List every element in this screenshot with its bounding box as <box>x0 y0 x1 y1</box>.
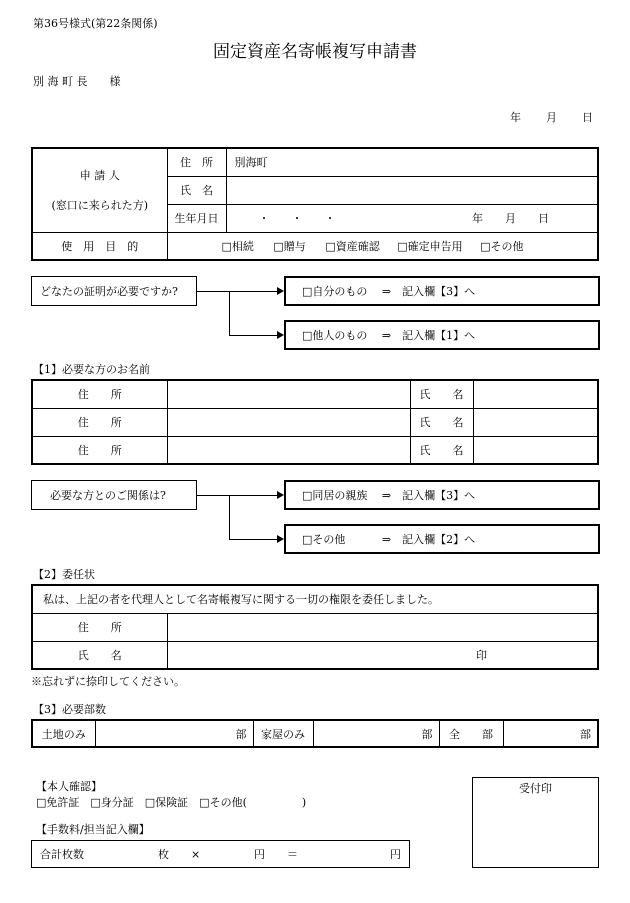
seal-mark: 印 <box>476 648 487 662</box>
form-number: 第36号様式(第22条関係) <box>33 17 158 30</box>
q2-option-other-label: □その他 ⇒ 記入欄【2】へ <box>302 533 476 546</box>
s1-address-field-3[interactable] <box>167 436 410 464</box>
q1-arrow-self <box>277 287 284 295</box>
q1-option-other-label: □他人のもの ⇒ 記入欄【1】へ <box>302 329 476 342</box>
section3-table <box>31 719 599 748</box>
q2-question: 必要な方とのご関係は? <box>50 489 166 502</box>
applicant-label: 申 請 人 <box>79 169 120 183</box>
q2-branch-h <box>229 539 277 540</box>
s1-name-field-1[interactable] <box>473 380 598 408</box>
land-only-field[interactable] <box>95 720 253 747</box>
applicant-name-label: 氏 名 <box>167 176 226 204</box>
house-only-label: 家屋のみ <box>253 720 313 747</box>
date-month[interactable]: 月 <box>546 111 557 124</box>
applicant-name-field[interactable] <box>226 176 598 204</box>
s2-name-label: 氏 名 <box>32 641 167 669</box>
delegation-statement: 私は、上記の者を代理人として名寄帳複写に関する一切の権限を委任しました。 <box>32 585 598 613</box>
applicant-address-label: 住 所 <box>167 148 226 176</box>
reception-seal-box <box>472 777 599 868</box>
purpose-gift[interactable]: □贈与 <box>273 239 306 253</box>
applicant-label-cell <box>32 148 167 232</box>
date-year[interactable]: 年 <box>510 111 521 124</box>
q1-option-other[interactable] <box>284 320 600 350</box>
section2-table <box>31 584 599 670</box>
applicant-dob-field[interactable] <box>226 204 598 232</box>
section3-heading: 【3】必要部数 <box>33 703 106 716</box>
land-unit: 部 <box>235 727 247 741</box>
section1-heading: 【1】必要な方のお名前 <box>33 363 150 376</box>
q1-option-self-label: □自分のもの ⇒ 記入欄【3】へ <box>302 285 476 298</box>
dob-dots: ・ ・ ・ <box>258 212 336 225</box>
page-title: 固定資産名寄帳複写申請書 <box>213 42 417 62</box>
q2-option-family[interactable] <box>284 480 600 510</box>
house-unit: 部 <box>421 727 433 741</box>
addressee: 別 海 町 長 様 <box>33 75 121 88</box>
fee-heading: 【手数料/担当記入欄】 <box>36 823 150 836</box>
land-only-label: 土地のみ <box>32 720 95 747</box>
q1-branch-h <box>229 335 277 336</box>
q2-connector <box>197 495 277 496</box>
s1-name-field-3[interactable] <box>473 436 598 464</box>
s2-address-field[interactable] <box>167 613 598 641</box>
s1-address-field-2[interactable] <box>167 408 410 436</box>
house-only-field[interactable] <box>313 720 439 747</box>
all-unit: 部 <box>580 727 591 741</box>
s1-name-field-2[interactable] <box>473 408 598 436</box>
fee-yen-total: 円 <box>390 848 401 861</box>
s2-address-label: 住 所 <box>32 613 167 641</box>
q1-arrow-other <box>277 331 284 339</box>
s1-name-label-1: 氏 名 <box>410 380 473 408</box>
q2-option-other[interactable] <box>284 524 600 554</box>
identity-options[interactable]: □免許証 □身分証 □保険証 □その他( ) <box>36 796 307 809</box>
purpose-tax-return[interactable]: □確定申告用 <box>397 239 463 253</box>
applicant-note: (窓口に来られた方) <box>51 199 149 213</box>
q2-option-family-label: □同居の親族 ⇒ 記入欄【3】へ <box>302 489 476 502</box>
purpose-label: 使 用 目 的 <box>32 232 167 260</box>
purpose-asset-check[interactable]: □資産確認 <box>325 239 380 253</box>
reception-seal-label: 受付印 <box>519 782 552 795</box>
s1-address-label-1: 住 所 <box>32 380 167 408</box>
q1-question: どなたの証明が必要ですか? <box>40 285 178 298</box>
date-day[interactable]: 日 <box>582 111 593 124</box>
section1-table <box>31 379 599 465</box>
q1-connector <box>197 291 277 292</box>
purpose-other[interactable]: □その他 <box>480 239 524 253</box>
fee-sheets-unit: 枚 × <box>158 848 201 861</box>
s1-name-label-2: 氏 名 <box>410 408 473 436</box>
s2-name-field[interactable] <box>167 641 598 669</box>
all-field[interactable] <box>503 720 598 747</box>
applicant-table <box>31 147 599 261</box>
purpose-inheritance[interactable]: □相続 <box>221 239 254 253</box>
fee-box <box>31 840 410 868</box>
seal-note: ※忘れずに捺印してください。 <box>31 675 185 688</box>
purpose-options-cell <box>167 232 598 260</box>
all-label: 全 部 <box>439 720 503 747</box>
dob-ymd: 年 月 日 <box>472 212 549 225</box>
q2-arrow-family <box>277 491 284 499</box>
applicant-dob-label: 生年月日 <box>167 204 226 232</box>
s1-address-field-1[interactable] <box>167 380 410 408</box>
s1-name-label-3: 氏 名 <box>410 436 473 464</box>
applicant-address-field[interactable]: 別海町 <box>226 148 598 176</box>
q1-branch <box>229 291 230 336</box>
q2-question-box <box>31 480 197 510</box>
s1-address-label-3: 住 所 <box>32 436 167 464</box>
q2-branch <box>229 495 230 540</box>
fee-yen-equals: 円 ＝ <box>254 848 298 861</box>
q1-question-box <box>31 276 197 306</box>
section2-heading: 【2】委任状 <box>33 568 95 581</box>
q1-option-self[interactable] <box>284 276 600 306</box>
identity-heading: 【本人確認】 <box>36 780 102 793</box>
q2-arrow-other <box>277 535 284 543</box>
fee-total-label: 合計枚数 <box>40 848 84 861</box>
s1-address-label-2: 住 所 <box>32 408 167 436</box>
